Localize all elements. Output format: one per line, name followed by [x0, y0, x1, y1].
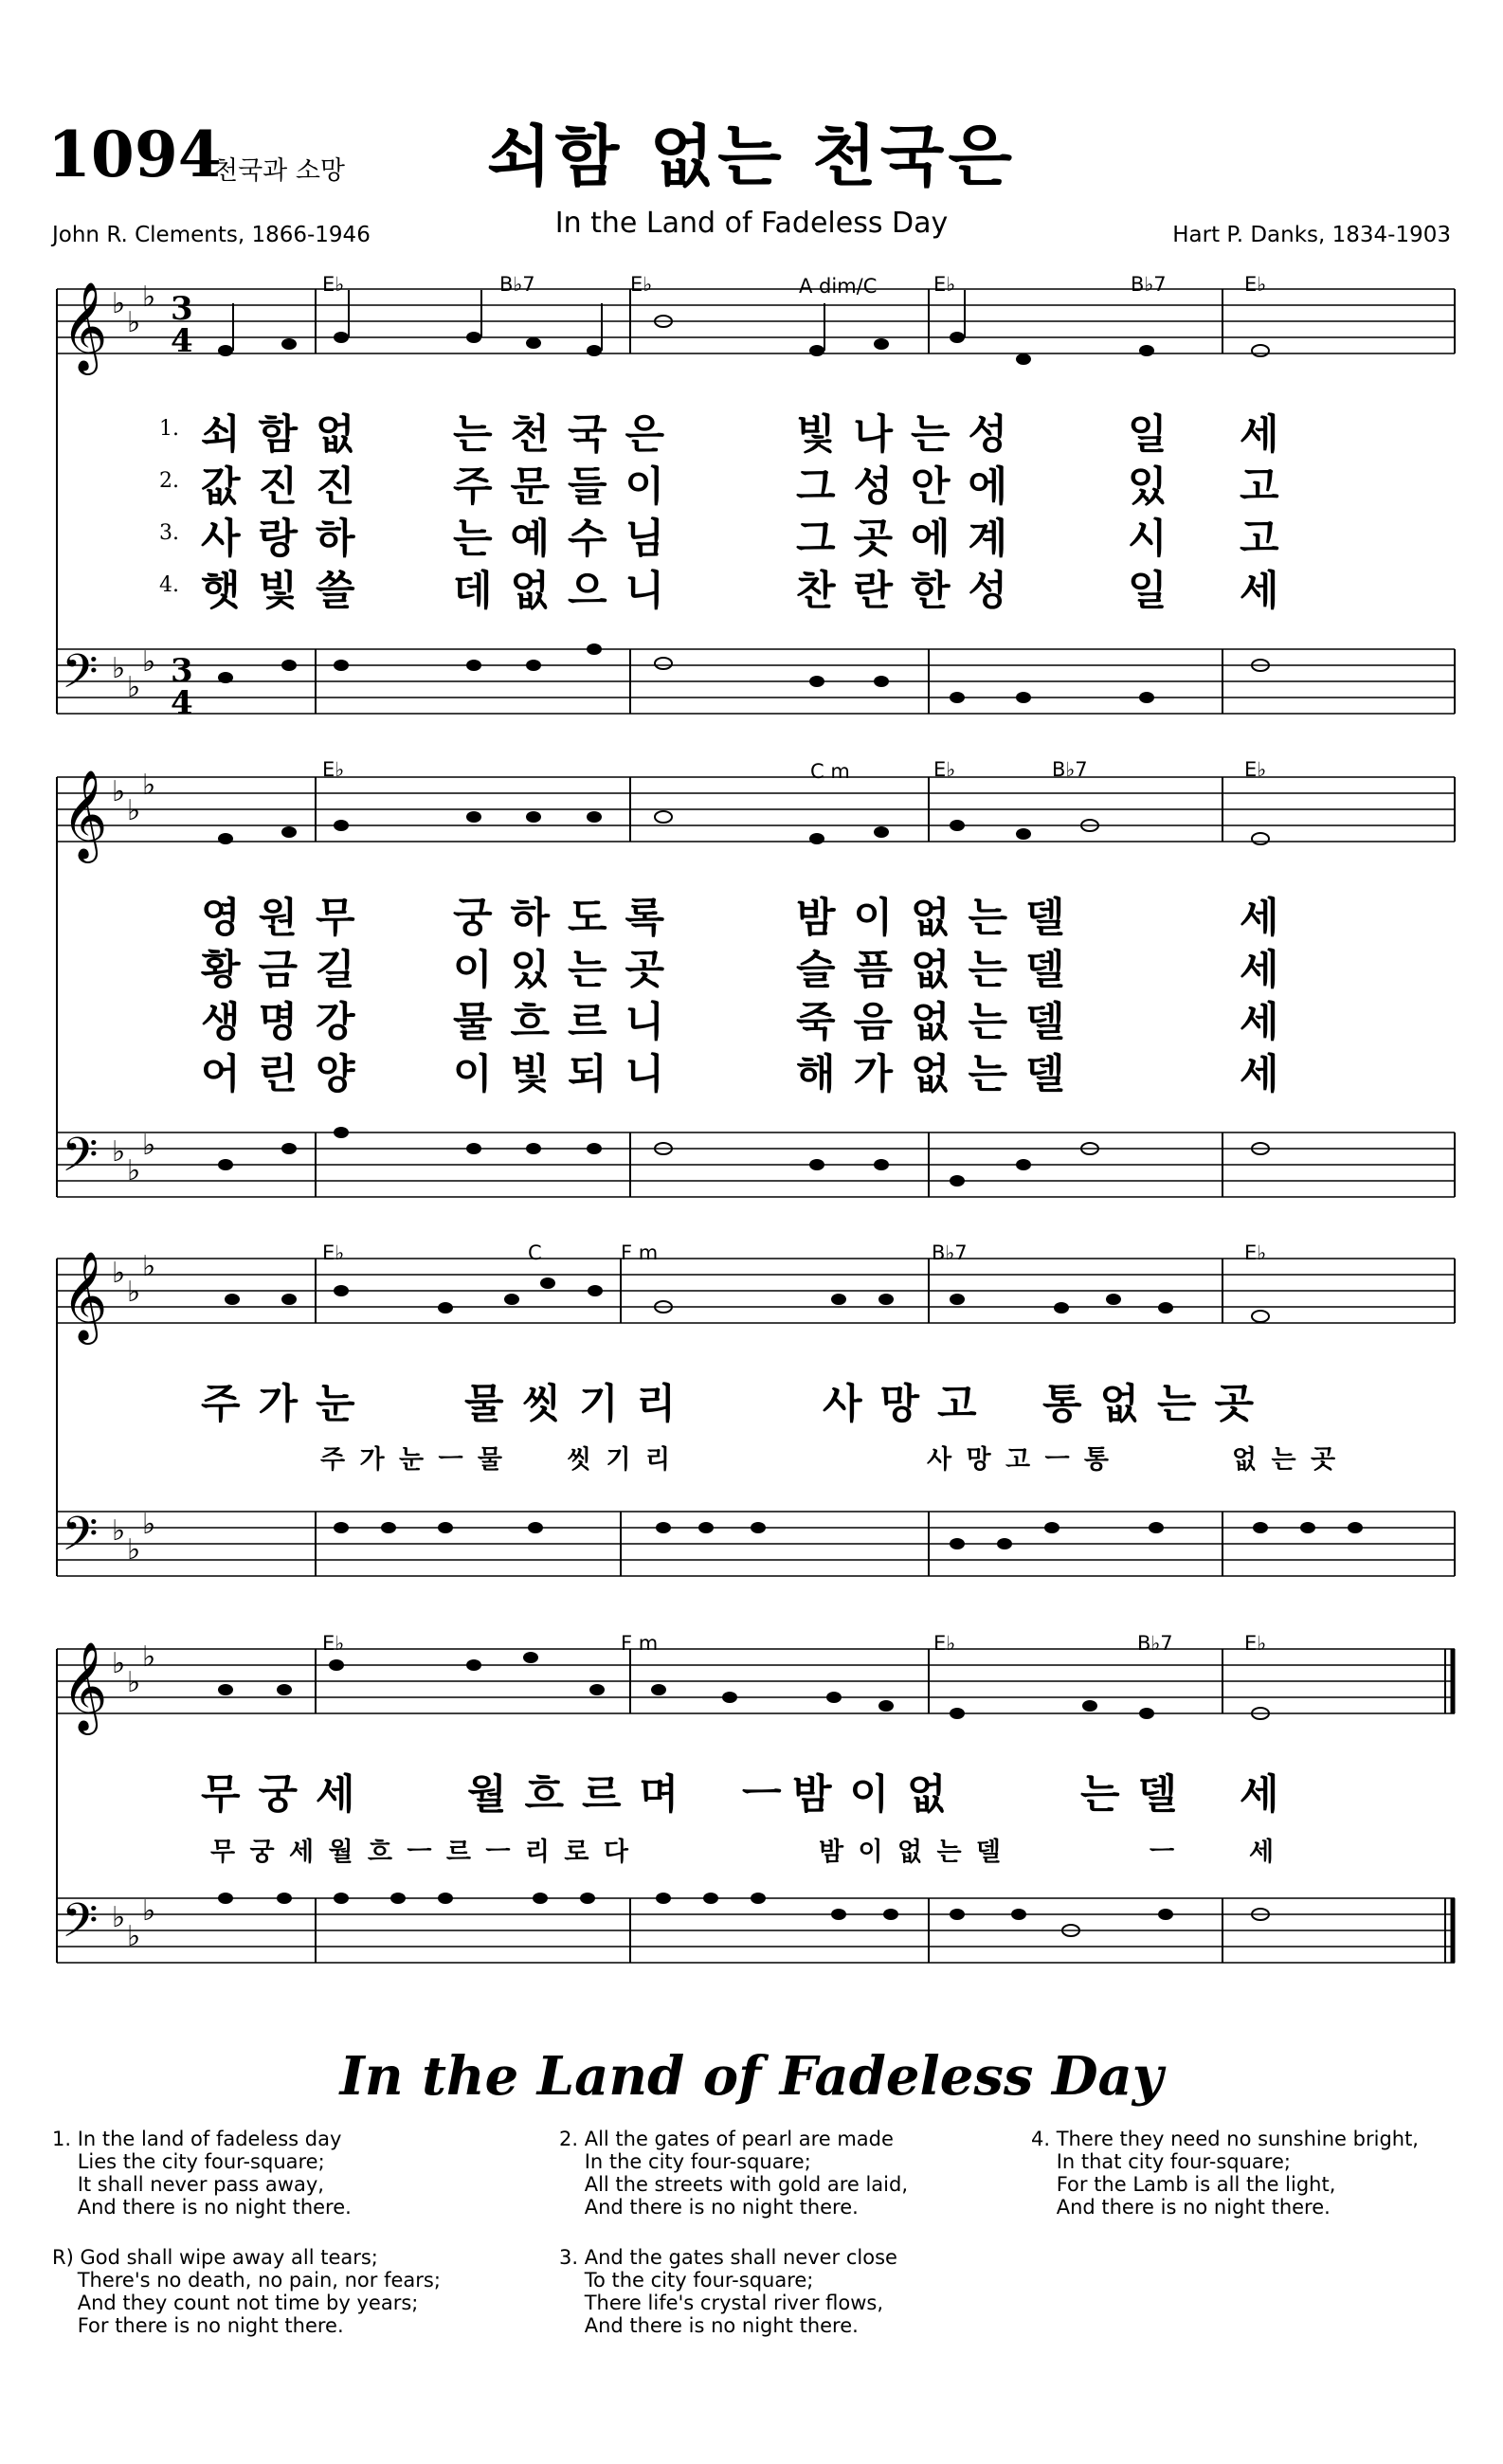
chord: E♭: [933, 758, 956, 781]
lyric-syllables: 고: [1240, 463, 1281, 511]
chord: E♭: [630, 273, 653, 296]
lyric-syllables: 고: [1240, 516, 1281, 563]
lyric-syllables: 사 랑 하: [201, 516, 357, 563]
stanza-line: There's no death, no pain, nor fears;: [52, 2269, 441, 2292]
chord: C: [528, 1241, 542, 1264]
stanza-line: In the city four-square;: [559, 2150, 811, 2173]
english-refrain: [52, 2246, 441, 2337]
treble-staff-2: [57, 777, 1455, 842]
svg-text:♭: ♭: [142, 1894, 156, 1928]
treble-clef-icon: 𝄞: [62, 281, 108, 371]
bass-clef-icon: 𝄢: [62, 1507, 99, 1573]
svg-text:♭: ♭: [127, 306, 141, 339]
svg-text:♭: ♭: [127, 1276, 141, 1309]
echo-lyrics: 없 는 곳: [1232, 1445, 1339, 1475]
lyric-syllables: 해 가 없 는 델: [796, 1051, 1067, 1098]
lyric-syllables: 밤 이 없 는 델: [796, 895, 1067, 942]
chord: E♭: [322, 273, 345, 296]
bass-clef-icon: 𝄢: [62, 1128, 99, 1194]
chord: F m: [621, 1632, 659, 1655]
svg-text:♭: ♭: [112, 287, 126, 320]
lyric-syllables: 그 곳 에 계: [796, 516, 1010, 563]
lyric-syllables: ㅡ: [742, 1771, 784, 1819]
lyric-syllables: 궁 하 도 록: [453, 895, 667, 942]
verse-number: 1.: [159, 417, 179, 441]
chord: E♭: [933, 1632, 956, 1655]
stanza-line: And they count not time by years;: [52, 2292, 419, 2314]
svg-text:♭: ♭: [142, 1640, 156, 1674]
stanza-line: To the city four-square;: [559, 2269, 814, 2292]
stanza-line: It shall never pass away,: [52, 2173, 324, 2196]
svg-text:3: 3: [171, 290, 193, 328]
chord: B♭7: [1137, 1632, 1173, 1655]
verse-number: 4.: [159, 573, 179, 597]
stanza-line: There life's crystal river flows,: [559, 2292, 884, 2314]
lyric-syllables: 세: [1240, 568, 1281, 615]
svg-text:♭: ♭: [112, 775, 126, 808]
lyric-syllables: 는 예 수 님: [453, 516, 667, 563]
lyric-syllables: 세: [1240, 1771, 1281, 1819]
echo-lyrics: 세: [1249, 1838, 1277, 1867]
stanza-line: 1. In the land of fadeless day: [52, 2128, 342, 2150]
svg-text:♭: ♭: [142, 645, 156, 679]
bass-staff-1: [57, 649, 1455, 714]
title-korean: 쇠함 없는 천국은: [486, 118, 1017, 195]
treble-staff-4: [57, 1649, 1455, 1713]
time-signature: [171, 290, 193, 722]
verse-number: 2.: [159, 469, 179, 493]
english-title: In the Land of Fadeless Day: [339, 2045, 1164, 2108]
echo-lyrics: 씻 기 리: [567, 1445, 674, 1475]
lyric-syllables: 일: [1128, 411, 1169, 459]
stanza-line: And there is no night there.: [1031, 2196, 1331, 2219]
echo-lyrics: 사 망 고 ㅡ 통: [927, 1445, 1113, 1475]
lyric-syllables: 사 망 고: [823, 1381, 979, 1428]
lyric-syllables: 는 천 국 은: [453, 411, 667, 459]
lyric-syllables: 이 빛 되 니: [453, 1051, 667, 1098]
svg-text:♭: ♭: [127, 671, 141, 704]
lyric-syllables: 세: [1240, 411, 1281, 459]
chord: E♭: [1244, 1241, 1267, 1264]
svg-text:♭: ♭: [112, 1514, 126, 1548]
lyric-syllables: 주 문 들 이: [453, 463, 667, 511]
stanza-line: All the streets with gold are laid,: [559, 2173, 909, 2196]
chord: E♭: [322, 1632, 345, 1655]
hymn-number: 1094: [47, 118, 222, 191]
svg-text:♭: ♭: [142, 281, 156, 314]
treble-staff-1: [57, 289, 1455, 353]
lyric-syllables: 세: [1240, 895, 1281, 942]
lyric-syllables: 데 없 으 니: [453, 568, 667, 615]
english-stanza-4: [1031, 2128, 1419, 2219]
stanza-line: Lies the city four-square;: [52, 2150, 325, 2173]
lyric-syllables: 그 성 안 에: [796, 463, 1010, 511]
lyric-syllables: 물 씻 기 리: [464, 1381, 679, 1428]
lyric-syllables: 값 진 진: [201, 463, 357, 511]
svg-text:♭: ♭: [127, 794, 141, 827]
svg-text:♭: ♭: [127, 1666, 141, 1699]
svg-text:♭: ♭: [112, 1647, 126, 1680]
bass-staff-3: [57, 1512, 1455, 1576]
stanza-line: And there is no night there.: [559, 2196, 859, 2219]
svg-text:♭: ♭: [142, 769, 156, 802]
lyric-syllables: 통 없 는 곳: [1042, 1381, 1257, 1428]
chord: B♭7: [499, 273, 535, 296]
lyric-syllables: 일: [1128, 568, 1169, 615]
bass-staff-2: [57, 1132, 1455, 1197]
stanza-line: In that city four-square;: [1031, 2150, 1291, 2173]
svg-text:3: 3: [171, 652, 193, 690]
lyric-syllables: 빛 나 는 성: [796, 411, 1010, 459]
stanza-line: For there is no night there.: [52, 2314, 344, 2337]
stanza-line: And there is no night there.: [52, 2196, 352, 2219]
bass-clef-icon: 𝄢: [62, 644, 99, 711]
chord: F m: [621, 1241, 659, 1264]
chord: E♭: [1244, 758, 1267, 781]
echo-lyrics: ㅡ: [1150, 1838, 1178, 1867]
lyric-syllables: 찬 란 한 성: [796, 568, 1010, 615]
lyric-syllables: 세: [1240, 999, 1281, 1046]
chord: B♭7: [1052, 758, 1088, 781]
noteheads: [218, 290, 1363, 1936]
lyric-syllables: 세: [1240, 1051, 1281, 1098]
svg-text:♭: ♭: [142, 1129, 156, 1162]
svg-text:♭: ♭: [127, 1154, 141, 1187]
chord: E♭: [1244, 273, 1267, 296]
stanza-line: 4. There they need no sunshine bright,: [1031, 2128, 1419, 2150]
english-stanza-2: [559, 2128, 908, 2219]
stanza-line: 3. And the gates shall never close: [559, 2246, 897, 2269]
lyric-syllables: 물 흐 르 니: [453, 999, 667, 1046]
svg-text:4: 4: [171, 684, 193, 722]
svg-text:♭: ♭: [112, 1257, 126, 1290]
treble-staff-3: [57, 1259, 1455, 1323]
lyric-syllables: 어 린 양: [201, 1051, 357, 1098]
lyric-syllables: 햇 빛 쓸: [201, 568, 357, 615]
chord: B♭7: [932, 1241, 968, 1264]
bass-clef-icon: 𝄢: [62, 1893, 99, 1960]
lyric-syllables: 는 델: [1080, 1771, 1180, 1819]
lyric-syllables: 세: [1240, 947, 1281, 994]
chord: E♭: [322, 1241, 345, 1264]
chord: E♭: [322, 758, 345, 781]
english-stanza-3: [559, 2246, 897, 2337]
lyric-syllables: 황 금 길: [201, 947, 357, 994]
lyric-syllables: 생 명 강: [201, 999, 357, 1046]
echo-lyrics: 밤 이 없 는 델: [819, 1838, 1005, 1867]
lyric-syllables: 주 가 눈: [201, 1381, 357, 1428]
title-english: In the Land of Fadeless Day: [554, 207, 949, 240]
bass-staff-4: [57, 1898, 1455, 1963]
lyric-syllables: 슬 픔 없 는 델: [796, 947, 1067, 994]
stanza-line: R) God shall wipe away all tears;: [52, 2246, 378, 2269]
lyric-syllables: 무 궁 세: [201, 1771, 357, 1819]
svg-text:♭: ♭: [142, 1250, 156, 1283]
treble-clef-icon: 𝄞: [62, 1641, 108, 1731]
chord: E♭: [1244, 1632, 1267, 1655]
echo-lyrics: 주 가 눈 ㅡ 물: [320, 1445, 506, 1475]
lyricist-credit: John R. Clements, 1866-1946: [52, 223, 371, 247]
svg-text:4: 4: [171, 322, 193, 360]
lyric-syllables: 시: [1128, 516, 1169, 563]
svg-text:♭: ♭: [142, 1508, 156, 1541]
composer-credit: Hart P. Danks, 1834-1903: [1172, 223, 1451, 247]
treble-clef-icon: 𝄞: [62, 1251, 108, 1341]
svg-text:♭: ♭: [112, 1135, 126, 1169]
lyric-syllables: 밤 이 없: [792, 1771, 949, 1819]
hymn-category: 천국과 소망: [213, 156, 345, 186]
stanza-line: For the Lamb is all the light,: [1031, 2173, 1336, 2196]
chord: B♭7: [1131, 273, 1167, 296]
svg-text:♭: ♭: [112, 652, 126, 685]
echo-lyrics: 무 궁 세 월 흐 ㅡ 르 ㅡ 리 로 다: [210, 1838, 631, 1867]
lyric-syllables: 있: [1128, 463, 1169, 511]
chord: E♭: [933, 273, 956, 296]
chord: C m: [810, 760, 850, 783]
stanza-line: And there is no night there.: [559, 2314, 859, 2337]
lyric-syllables: 이 있 는 곳: [453, 947, 667, 994]
svg-text:♭: ♭: [127, 1920, 141, 1953]
stanza-line: 2. All the gates of pearl are made: [559, 2128, 894, 2150]
svg-text:♭: ♭: [127, 1533, 141, 1567]
lyric-syllables: 죽 음 없 는 델: [796, 999, 1067, 1046]
lyric-syllables: 영 원 무: [201, 895, 357, 942]
treble-clef-icon: 𝄞: [62, 770, 108, 860]
chord: A dim/C: [799, 275, 878, 298]
verse-number: 3.: [159, 521, 179, 545]
lyric-syllables: 월 흐 르 며: [467, 1771, 681, 1819]
svg-text:♭: ♭: [112, 1901, 126, 1934]
lyric-syllables: 쇠 함 없: [201, 411, 357, 459]
english-stanza-1: [52, 2128, 352, 2219]
